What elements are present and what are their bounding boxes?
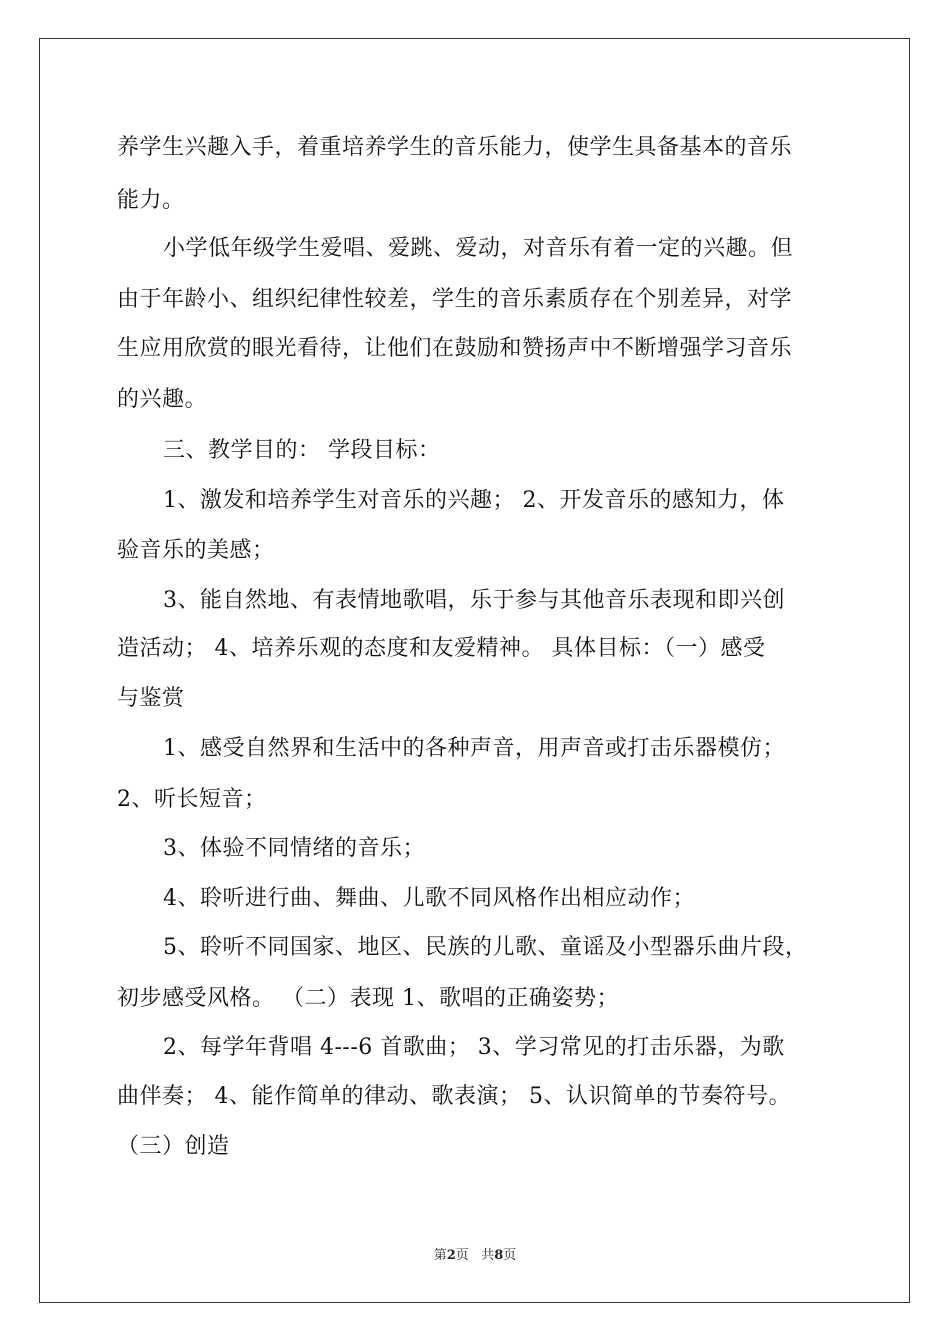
text-line: 1、激发和培养学生对音乐的兴趣； 2、开发音乐的感知力，体 — [163, 488, 785, 513]
section-heading: 三、教学目的： 学段目标： — [163, 438, 441, 463]
page-prefix: 第 — [433, 1248, 447, 1263]
text-line: 造活动； 4、培养乐观的态度和友爱精神。 具体目标：（一）感受 — [117, 636, 766, 661]
page-footer — [0, 1248, 950, 1264]
text-line: 曲伴奏； 4、能作简单的律动、歌表演； 5、认识简单的节奏符号。 — [117, 1084, 791, 1109]
text-line: 生应用欣赏的眼光看待，让他们在鼓励和赞扬声中不断增强学习音乐 — [117, 336, 793, 361]
text-line: 2、每学年背唱 4---6 首歌曲； 3、学习常见的打击乐器，为歌 — [163, 1035, 785, 1060]
text-line: 1、感受自然界和生活中的各种声音，用声音或打击乐器模仿； — [163, 736, 785, 761]
text-line: 初步感受风格。 （二）表现 1、歌唱的正确姿势； — [117, 986, 619, 1011]
page-border — [39, 38, 910, 1303]
text-line: 3、体验不同情绪的音乐； — [163, 836, 425, 861]
text-line: 养学生兴趣入手，着重培养学生的音乐能力，使学生具备基本的音乐 — [117, 135, 793, 160]
text-line: 小学低年级学生爱唱、爱跳、爱动，对音乐有着一定的兴趣。但 — [163, 236, 794, 261]
subsection-heading: （三）创造 — [117, 1134, 230, 1159]
page-number: 2 — [446, 1248, 456, 1263]
text-line: 4、聆听进行曲、舞曲、儿歌不同风格作出相应动作； — [163, 886, 695, 911]
text-line: 与鉴赏 — [117, 686, 185, 711]
total-pages: 8 — [494, 1248, 504, 1263]
text-line: 的兴趣。 — [117, 387, 208, 412]
total-suffix: 页 — [503, 1248, 517, 1263]
total-prefix: 共 — [481, 1248, 495, 1263]
text-line: 能力。 — [117, 188, 185, 213]
page-suffix: 页 — [455, 1248, 469, 1263]
text-line: 验音乐的美感； — [117, 538, 275, 563]
text-line: 2、听长短音； — [117, 787, 267, 812]
text-line: 3、能自然地、有表情地歌唱，乐于参与其他音乐表现和即兴创 — [163, 588, 785, 613]
text-line: 由于年龄小、组织纪律性较差，学生的音乐素质存在个别差异，对学 — [117, 287, 793, 312]
text-line: 5、聆听不同国家、地区、民族的儿歌、童谣及小型器乐曲片段， — [163, 935, 808, 960]
